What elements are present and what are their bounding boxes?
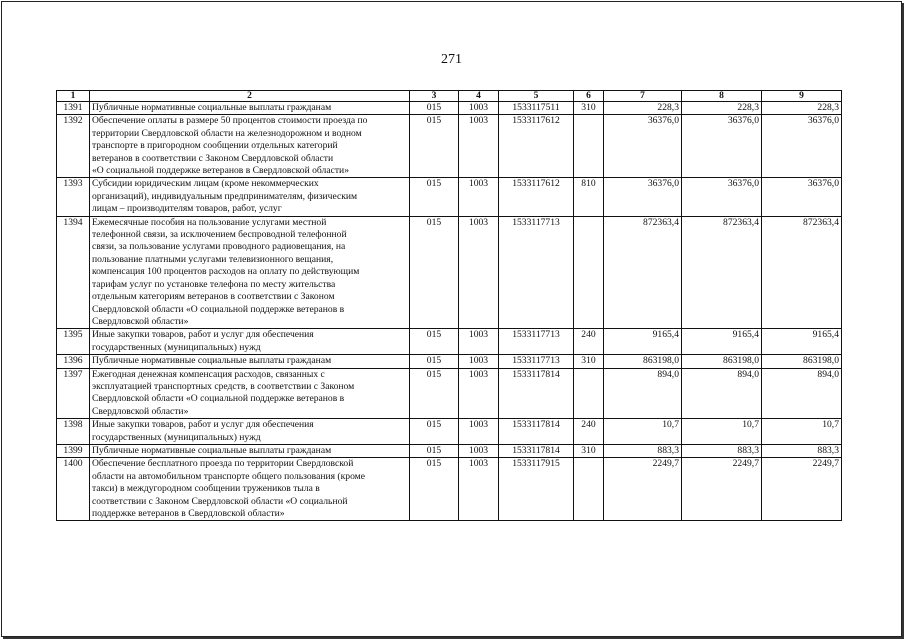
table-row	[57, 115, 842, 178]
row-name-line: Ежемесячные пособия на пользование услугами местной	[92, 216, 327, 228]
col-expense-type: 310	[574, 444, 604, 457]
header-col-4: 4	[459, 91, 499, 102]
row-number: 1397	[57, 368, 90, 419]
col-amount-8: 228,3	[682, 102, 762, 115]
row-name-line: Обеспечение бесплатного проезда по территории Свердловской	[92, 458, 354, 470]
col-expense-type	[574, 115, 604, 178]
table-header-row	[57, 91, 842, 102]
row-name-line: эксплуатацией транспортных средств, в соответствии с Законом	[92, 380, 355, 392]
header-col-3: 3	[410, 91, 459, 102]
row-name-line: Ежегодная денежная компенсация расходов, связанных с	[92, 368, 325, 380]
table-row	[57, 419, 842, 445]
row-name-line: Субсидии юридическим лицам (кроме некоммерческих	[92, 178, 319, 190]
col-section: 1003	[459, 115, 499, 178]
row-name-line: области на автомобильном транспорте общего пользования (кроме	[92, 470, 366, 482]
budget-table	[56, 90, 842, 521]
row-number: 1396	[57, 355, 90, 368]
row-name	[90, 216, 410, 329]
row-name-line: телефонной связи, за исключением беспроводной телефонной	[92, 229, 347, 241]
col-amount-7: 10,7	[604, 419, 682, 445]
col-ministry: 015	[410, 216, 459, 329]
row-name	[90, 115, 410, 178]
col-amount-8: 894,0	[682, 368, 762, 419]
col-amount-7: 36376,0	[604, 178, 682, 216]
col-amount-8: 863198,0	[682, 355, 762, 368]
col-section: 1003	[459, 368, 499, 419]
row-name-line: лицам – производителям товаров, работ, услуг	[92, 203, 282, 215]
col-target: 1533117713	[499, 329, 574, 355]
col-target: 1533117612	[499, 178, 574, 216]
col-target: 1533117612	[499, 115, 574, 178]
row-name	[90, 329, 410, 355]
col-amount-7: 36376,0	[604, 115, 682, 178]
header-col-1: 1	[57, 91, 90, 102]
col-ministry: 015	[410, 329, 459, 355]
header-col-5: 5	[499, 91, 574, 102]
col-ministry: 015	[410, 419, 459, 445]
table-row	[57, 444, 842, 457]
row-name	[90, 102, 410, 115]
col-amount-9: 228,3	[762, 102, 842, 115]
row-number: 1391	[57, 102, 90, 115]
row-name	[90, 419, 410, 445]
col-expense-type: 310	[574, 102, 604, 115]
row-name-line: такси) в междугородном сообщении тружеников тыла в	[92, 483, 320, 495]
table-row	[57, 458, 842, 521]
row-name-line: Свердловской области»	[92, 315, 189, 327]
col-amount-8: 36376,0	[682, 178, 762, 216]
col-amount-7: 2249,7	[604, 458, 682, 521]
row-name-line: соответствии с Законом Свердловской области «О социальной	[92, 495, 348, 507]
row-name	[90, 458, 410, 521]
row-number: 1399	[57, 444, 90, 457]
row-name-line: Свердловской области»	[92, 405, 189, 417]
table-row	[57, 329, 842, 355]
col-amount-7: 228,3	[604, 102, 682, 115]
row-name-line: тарифам услуг по установке телефона по месту жительства	[92, 278, 336, 290]
row-name-line: государственных (муниципальных) нужд	[92, 341, 261, 353]
col-ministry: 015	[410, 178, 459, 216]
row-name-line: связи, за пользование услугами проводного радиовещания, на	[92, 241, 346, 253]
col-amount-9: 10,7	[762, 419, 842, 445]
col-ministry: 015	[410, 444, 459, 457]
col-amount-9: 883,3	[762, 444, 842, 457]
col-amount-7: 894,0	[604, 368, 682, 419]
col-section: 1003	[459, 216, 499, 329]
table-row	[57, 102, 842, 115]
row-name	[90, 368, 410, 419]
col-target: 1533117915	[499, 458, 574, 521]
row-name-line: ветеранов в соответствии с Законом Свердловской области	[92, 152, 334, 164]
col-section: 1003	[459, 458, 499, 521]
row-name-line: Свердловской области «О социальной поддержке ветеранов в	[92, 303, 345, 315]
row-name-line: Публичные нормативные социальные выплаты гражданам	[92, 102, 332, 113]
col-amount-9: 872363,4	[762, 216, 842, 329]
col-expense-type: 240	[574, 419, 604, 445]
col-amount-9: 863198,0	[762, 355, 842, 368]
col-expense-type	[574, 216, 604, 329]
table-row	[57, 216, 842, 329]
document-page	[1, 1, 902, 637]
col-section: 1003	[459, 419, 499, 445]
row-name-line: Публичные нормативные социальные выплаты гражданам	[92, 355, 332, 367]
col-amount-8: 9165,4	[682, 329, 762, 355]
col-ministry: 015	[410, 458, 459, 521]
header-col-7: 7	[604, 91, 682, 102]
col-ministry: 015	[410, 102, 459, 115]
col-section: 1003	[459, 355, 499, 368]
row-name-line: организаций), индивидуальным предпринимателям, физическим	[92, 190, 358, 202]
row-name-line: территории Свердловской области на железнодорожном и водном	[92, 127, 362, 139]
row-name-line: Иные закупки товаров, работ и услуг для обеспечения	[92, 419, 314, 431]
col-ministry: 015	[410, 355, 459, 368]
row-number: 1395	[57, 329, 90, 355]
col-target: 1533117814	[499, 444, 574, 457]
col-target: 1533117713	[499, 216, 574, 329]
col-amount-8: 883,3	[682, 444, 762, 457]
row-name-line: государственных (муниципальных) нужд	[92, 431, 261, 443]
row-name-line: Обеспечение оплаты в размере 50 процентов стоимости проезда по	[92, 115, 368, 127]
row-number: 1393	[57, 178, 90, 216]
col-amount-7: 872363,4	[604, 216, 682, 329]
col-amount-9: 894,0	[762, 368, 842, 419]
col-amount-7: 883,3	[604, 444, 682, 457]
col-amount-7: 9165,4	[604, 329, 682, 355]
header-col-2: 2	[90, 91, 410, 102]
col-amount-9: 36376,0	[762, 178, 842, 216]
col-section: 1003	[459, 329, 499, 355]
col-amount-9: 36376,0	[762, 115, 842, 178]
col-ministry: 015	[410, 368, 459, 419]
col-target: 1533117814	[499, 419, 574, 445]
col-target: 1533117814	[499, 368, 574, 419]
col-target: 1533117713	[499, 355, 574, 368]
row-name-line: Публичные нормативные социальные выплаты гражданам	[92, 444, 332, 456]
row-name-line: компенсация 100 процентов расходов на оплату по действующим	[92, 266, 360, 278]
table-row	[57, 368, 842, 419]
col-section: 1003	[459, 444, 499, 457]
col-expense-type: 810	[574, 178, 604, 216]
row-number: 1394	[57, 216, 90, 329]
col-amount-8: 872363,4	[682, 216, 762, 329]
page-number: 271	[441, 52, 462, 67]
col-amount-8: 10,7	[682, 419, 762, 445]
row-name-line: поддержке ветеранов в Свердловской области»	[92, 508, 285, 519]
col-section: 1003	[459, 102, 499, 115]
col-expense-type: 310	[574, 355, 604, 368]
header-col-6: 6	[574, 91, 604, 102]
row-number: 1392	[57, 115, 90, 178]
col-amount-8: 36376,0	[682, 115, 762, 178]
table-row	[57, 178, 842, 216]
col-target: 1533117511	[499, 102, 574, 115]
row-name	[90, 444, 410, 457]
row-name-line: Свердловской области «О социальной поддержке ветеранов в	[92, 393, 345, 405]
col-expense-type: 240	[574, 329, 604, 355]
col-expense-type	[574, 368, 604, 419]
row-name-line: Иные закупки товаров, работ и услуг для обеспечения	[92, 329, 314, 341]
col-amount-9: 2249,7	[762, 458, 842, 521]
col-section: 1003	[459, 178, 499, 216]
row-number: 1400	[57, 458, 90, 521]
row-name-line: отдельным категориям ветеранов в соответствии с Законом	[92, 291, 335, 303]
row-name-line: транспорте в пригородном сообщении отдельных категорий	[92, 140, 338, 152]
row-name-line: «О социальной поддержке ветеранов в Свердловской области»	[92, 165, 349, 177]
col-amount-8: 2249,7	[682, 458, 762, 521]
row-number: 1398	[57, 419, 90, 445]
row-name-line: пользование платными услугами телевизионного вещания,	[92, 253, 334, 265]
row-name	[90, 355, 410, 368]
row-name	[90, 178, 410, 216]
col-amount-9: 9165,4	[762, 329, 842, 355]
col-amount-7: 863198,0	[604, 355, 682, 368]
header-col-9: 9	[762, 91, 842, 102]
table-row	[57, 355, 842, 368]
header-col-8: 8	[682, 91, 762, 102]
col-ministry: 015	[410, 115, 459, 178]
col-expense-type	[574, 458, 604, 521]
